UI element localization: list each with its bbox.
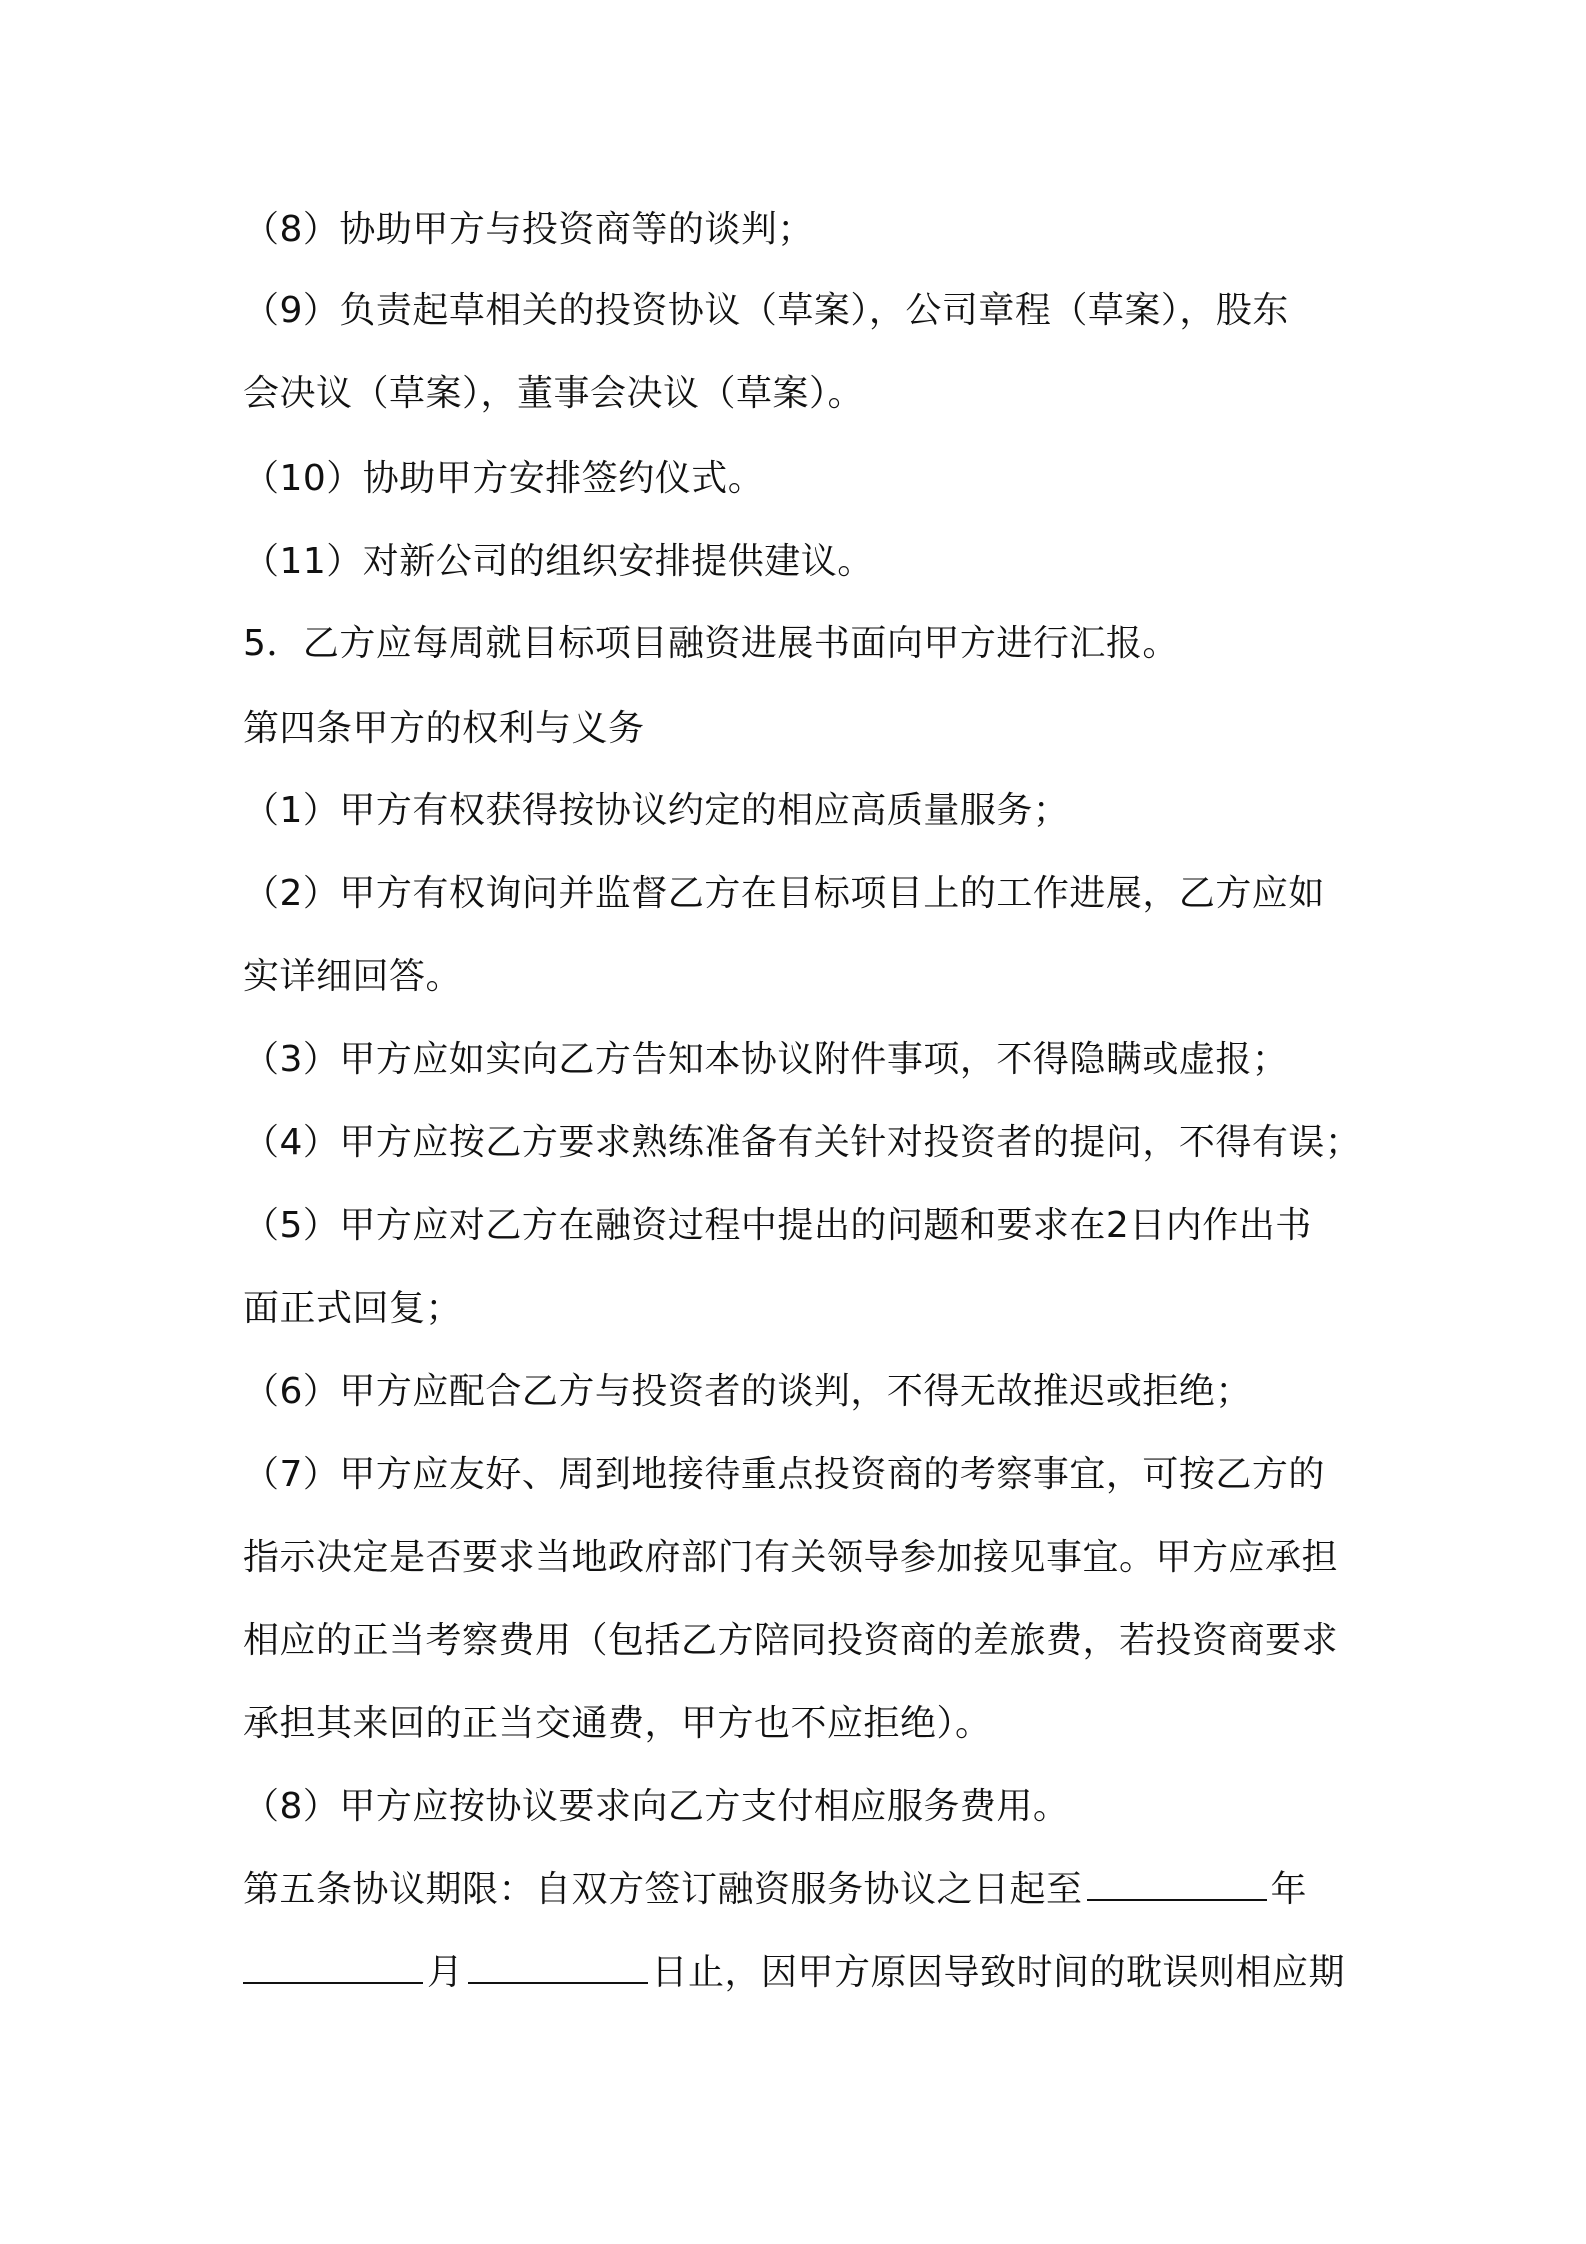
year-blank [1087, 1869, 1267, 1901]
clause-4-item-7-line-2: 指示决定是否要求当地政府部门有关领导参加接见事宜。甲方应承担 [243, 1537, 1339, 1578]
clause-4-item-2-line-1: （2）甲方有权询问并监督乙方在目标项目上的工作进展，乙方应如 [243, 873, 1325, 914]
term-month-label: 月 [427, 1952, 464, 1993]
clause-4-item-7-line-4: 承担其来回的正当交通费，甲方也不应拒绝）。 [243, 1703, 992, 1744]
term-prefix: 第五条协议期限：自双方签订融资服务协议之日起至 [243, 1869, 1083, 1910]
clause-4-heading: 第四条甲方的权利与义务 [243, 708, 645, 749]
clause-3-item-8: （8）协助甲方与投资商等的谈判； [243, 209, 814, 250]
clause-4-item-6: （6）甲方应配合乙方与投资者的谈判，不得无故推迟或拒绝； [243, 1371, 1252, 1412]
clause-4-item-5-line-2: 面正式回复； [243, 1288, 463, 1329]
clause-3-item-9-line-2: 会决议（草案），董事会决议（草案）。 [243, 373, 865, 414]
term-year-label: 年 [1270, 1869, 1308, 1910]
clause-5-term-line-1 [243, 1866, 1363, 1914]
clause-4-item-8: （8）甲方应按协议要求向乙方支付相应服务费用。 [243, 1786, 1070, 1827]
clause-4-item-3: （3）甲方应如实向乙方告知本协议附件事项，不得隐瞒或虚报； [243, 1039, 1289, 1080]
clause-4-item-4: （4）甲方应按乙方要求熟练准备有关针对投资者的提问，不得有误； [243, 1122, 1362, 1163]
clause-3-item-10: （10）协助甲方安排签约仪式。 [243, 458, 765, 499]
clause-3-point-5: 5．乙方应每周就目标项目融资进展书面向甲方进行汇报。 [243, 623, 1179, 664]
day-blank [468, 1952, 648, 1984]
clause-4-item-2-line-2: 实详细回答。 [243, 956, 463, 997]
term-suffix: 日止，因甲方原因导致时间的耽误则相应期 [651, 1952, 1346, 1993]
clause-3-item-9-line-1: （9）负责起草相关的投资协议（草案），公司章程（草案），股东 [243, 290, 1289, 331]
clause-4-item-5-line-1: （5）甲方应对乙方在融资过程中提出的问题和要求在2日内作出书 [243, 1205, 1312, 1246]
month-blank [243, 1952, 423, 1984]
clause-5-term-line-2 [243, 1949, 1363, 1997]
clause-4-item-7-line-1: （7）甲方应友好、周到地接待重点投资商的考察事宜，可按乙方的 [243, 1454, 1325, 1495]
clause-4-item-7-line-3: 相应的正当考察费用（包括乙方陪同投资商的差旅费，若投资商要求 [243, 1620, 1339, 1661]
clause-3-item-11: （11）对新公司的组织安排提供建议。 [243, 541, 874, 582]
clause-4-item-1: （1）甲方有权获得按协议约定的相应高质量服务； [243, 790, 1070, 831]
